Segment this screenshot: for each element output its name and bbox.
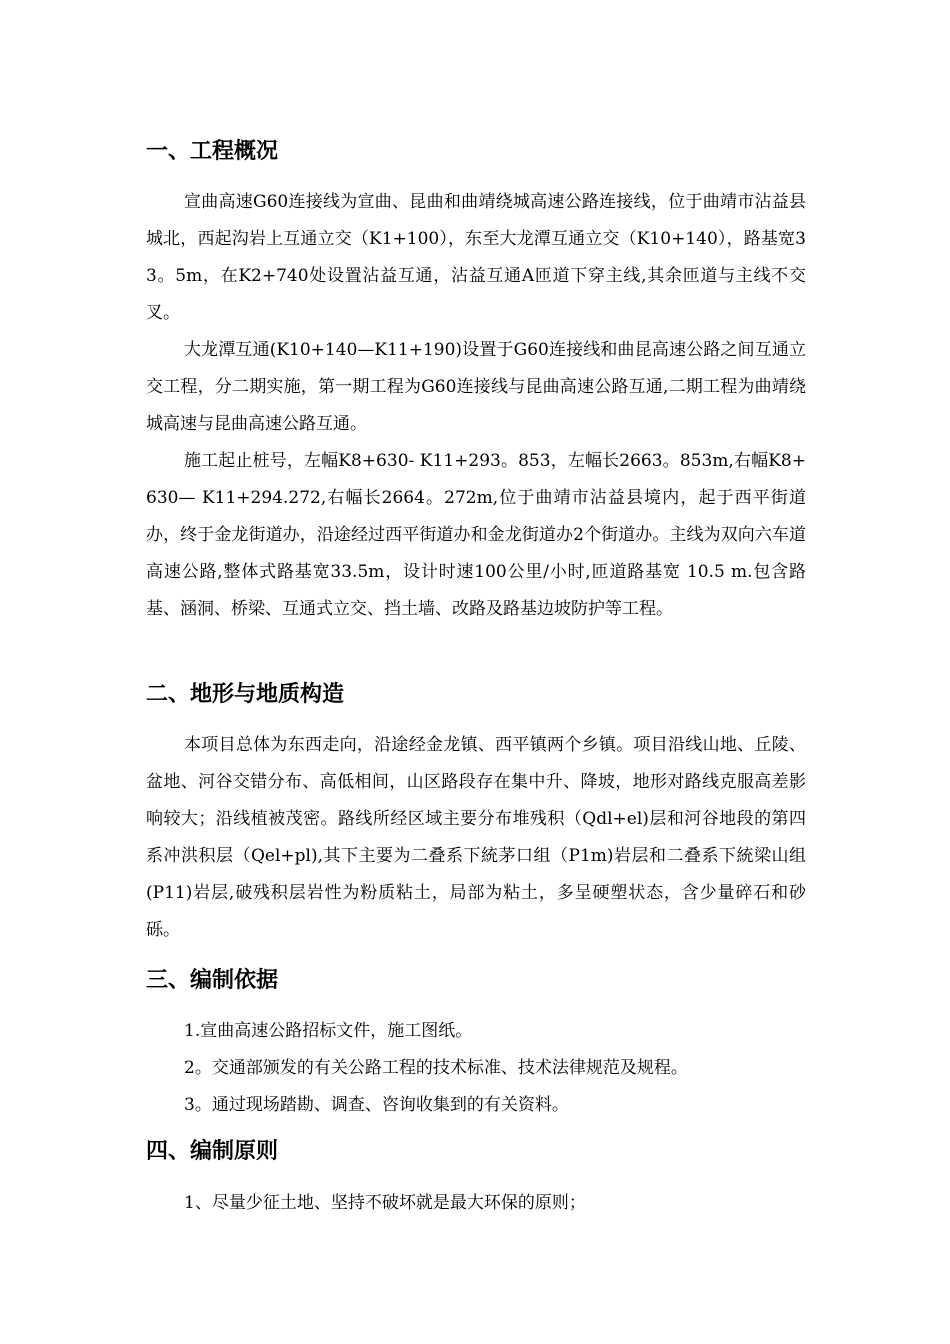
paragraph-terrain-1: 本项目总体为东西走向，沿途经金龙镇、西平镇两个乡镇。项目沿线山地、丘陵、盆地、河谷交错分布、高低相间，山区路段存在集中升、降坡，地形对路线克服高差影响较大；沿线植被茂密。路线所经区域主要分布堆残积（Qdl+el)层和河谷地段的第四系冲洪积层（Qel+pl),其下主要为二叠系下統茅口组（P1m)岩层和二叠系下統梁山组(P11)岩层,破残积层岩性为粉质粘土，局部为粘土，多呈硬塑状态，含少量碎石和砂砾。 xyxy=(146,735,806,940)
section-heading-principles: 四、编制原则 xyxy=(146,1139,279,1164)
list-item-basis-3: 3。通过现场踏勘、调查、咨询收集到的有关资料。 xyxy=(184,1095,569,1115)
list-item-principles-1: 1、尽量少征土地、坚持不破坏就是最大环保的原则； xyxy=(184,1193,586,1213)
section-heading-overview: 一、工程概况 xyxy=(146,139,279,164)
paragraph-overview-2: 大龙潭互通(K10+140—K11+190)设置于G60连接线和曲昆高速公路之间互通立交工程，分二期实施，第一期工程为G60连接线与昆曲高速公路互通,二期工程为曲靖绕城高速与昆曲高速公路互通。 xyxy=(146,340,806,434)
paragraph-overview-1: 宣曲高速G60连接线为宣曲、昆曲和曲靖绕城高速公路连接线，位于曲靖市沾益县城北，西起沟岩上互通立交（K1+100），东至大龙潭互通立交（K10+140），路基宽33。5m，在K2+740处设置沾益互通，沾益互通A匝道下穿主线,其余匝道与主线不交叉。 xyxy=(146,192,806,323)
list-item-basis-1: 1.宣曲高速公路招标文件，施工图纸。 xyxy=(184,1021,473,1041)
section-heading-terrain: 二、地形与地质构造 xyxy=(146,682,345,707)
section-heading-basis: 三、编制依据 xyxy=(146,968,279,993)
list-item-basis-2: 2。交通部颁发的有关公路工程的技术标准、技术法律规范及规程。 xyxy=(184,1058,688,1078)
paragraph-overview-3: 施工起止桩号，左幅K8+630- K11+293。853，左幅长2663。853m,右幅K8+630— K11+294.272,右幅长2664。272m,位于曲靖市沾益县境内，起于西平街道办，终于金龙街道办，沿途经过西平街道办和金龙街道办2个街道办。主线为双向六车道高速公路,整体式路基宽33.5m，设计时速100公里/小时,匝道路基宽 10.5 m.包含路基、涵洞、桥梁、互通式立交、挡土墙、改路及路基边坡防护等工程。 xyxy=(146,451,806,619)
